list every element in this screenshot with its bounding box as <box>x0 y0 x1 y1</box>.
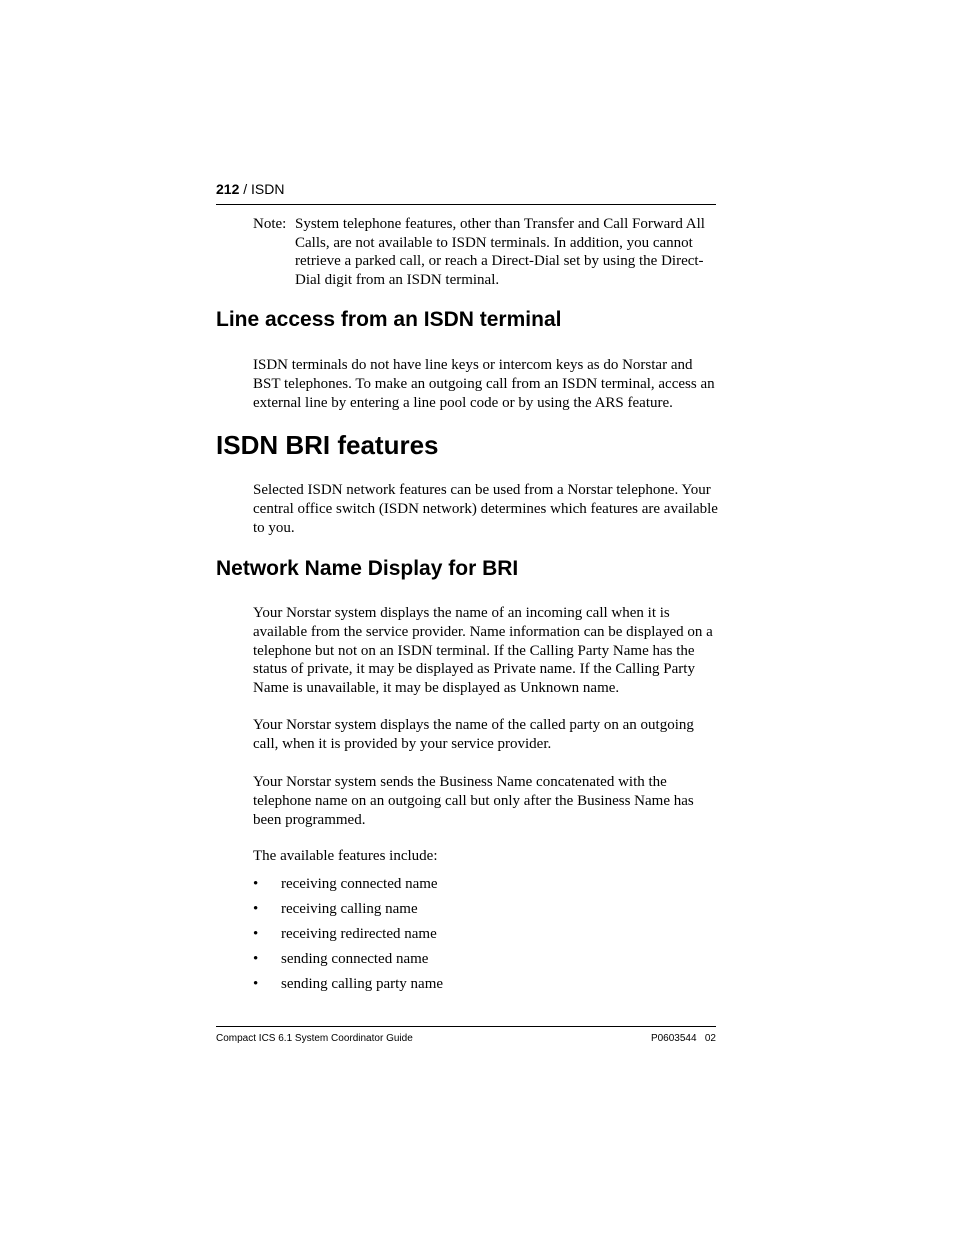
heading-line-access: Line access from an ISDN terminal <box>216 308 562 331</box>
bullet-icon: • <box>253 876 259 892</box>
feature-list <box>253 875 719 1000</box>
list-item-text: receiving calling name <box>281 901 418 917</box>
list-item-text: sending connected name <box>281 951 429 967</box>
note-block <box>253 215 719 289</box>
page-number: 212 <box>216 181 240 197</box>
header-separator: / <box>239 181 252 197</box>
paragraph-business-name: Your Norstar system sends the Business Name concatenated with the telephone name on an outgoing call but only after the Business Name has been programmed. <box>253 774 694 828</box>
paragraph-called-party: Your Norstar system displays the name of the called party on an outgoing call, when it is provided by your service provider. <box>253 717 694 752</box>
running-footer <box>216 1026 716 1045</box>
paragraph-features-intro: The available features include: <box>253 848 438 864</box>
bullet-icon: • <box>253 901 259 917</box>
list-item <box>253 875 719 900</box>
list-item <box>253 950 719 975</box>
footer-guide-title: Compact ICS 6.1 System Coordinator Guide <box>216 1033 413 1044</box>
note-text: System telephone features, other than Transfer and Call Forward All Calls, are not available to ISDN terminals. In addition, you cannot retrieve a parked call, or reach a Direct-Dial set by using the Direct-Dial digit from an ISDN terminal. <box>295 216 705 288</box>
footer-part-number: P0603544 02 <box>650 1033 716 1044</box>
heading-network-name-display: Network Name Display for BRI <box>216 557 519 580</box>
header-section: ISDN <box>251 181 285 197</box>
list-item <box>253 975 719 1000</box>
bullet-icon: • <box>253 951 259 967</box>
list-item-text: receiving connected name <box>281 876 438 892</box>
heading-isdn-bri-features: ISDN BRI features <box>216 430 439 460</box>
note-label: Note: <box>253 216 287 232</box>
paragraph-bri-features: Selected ISDN network features can be used from a Norstar telephone. Your central office switch (ISDN network) determines which features are available to you. <box>253 482 718 536</box>
bullet-icon: • <box>253 976 259 992</box>
running-header <box>216 180 716 205</box>
list-item <box>253 900 719 925</box>
paragraph-incoming-name: Your Norstar system displays the name of an incoming call when it is available from the service provider. Name information can be displayed on a telephone but not on an ISDN terminal. If the Calling Party Name has the status of private, it may be displayed as Private name. If the Calling Party Name is unavailable, it may be displayed as Unknown name. <box>253 605 713 697</box>
list-item-text: sending calling party name <box>281 976 444 992</box>
list-item <box>253 925 719 950</box>
list-item-text: receiving redirected name <box>281 926 437 942</box>
bullet-icon: • <box>253 926 259 942</box>
paragraph-line-access: ISDN terminals do not have line keys or intercom keys as do Norstar and BST telephones. To make an outgoing call from an ISDN terminal, access an external line by entering a line pool code or by using the ARS feature. <box>253 357 715 411</box>
